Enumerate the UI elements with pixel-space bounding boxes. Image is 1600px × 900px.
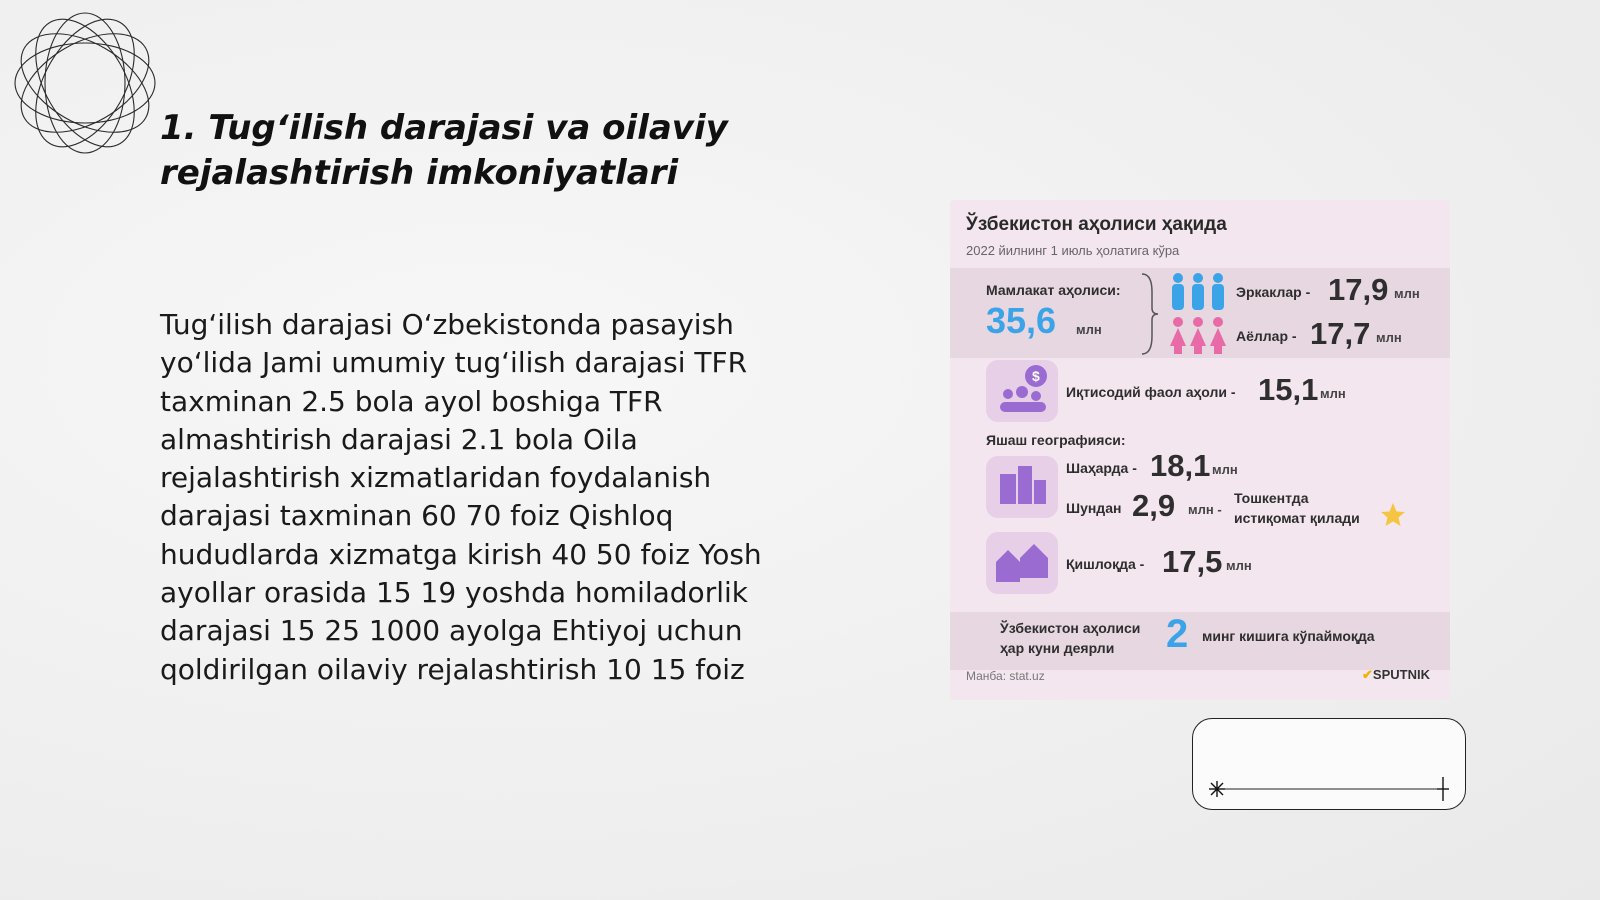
infographic-title: Ўзбекистон аҳолиси ҳақида: [966, 214, 1227, 235]
houses-icon: [986, 532, 1058, 594]
women-label: Аёллар -: [1236, 328, 1297, 344]
star-icon: [1380, 502, 1406, 528]
city-label: Шаҳарда -: [1066, 460, 1137, 476]
men-unit: млн: [1394, 286, 1420, 301]
population-value: 35,6: [986, 300, 1057, 341]
slide-body-text: Tug‘ilish darajasi O‘zbekistonda pasayish yo‘lida Jami umumiy tug‘ilish darajasi TFR taxminan 2.5 bola ayol boshiga TFR almashtirish darajasi 2.1 bola Oila rejalashtirish xizmatlaridan foydalanish darajasi taxminan 60 70 foiz Qishloq hududlarda xizmatga kirish 40 50 foiz Yosh ayollar orasida 15 19 yoshda homiladorlik darajasi 15 25 1000 ayolga Ehtiyoj uchun qoldirilgan oilaviy rejalashtirish 10 15 foiz: [160, 308, 762, 686]
economic-tile: [986, 360, 1058, 422]
brand-name: SPUTNIK: [1372, 667, 1430, 682]
city-tile: [986, 456, 1058, 518]
growth-text-2: ҳар куни деярли: [1000, 640, 1115, 656]
people-money-icon: [986, 360, 1058, 422]
active-value: 15,1: [1258, 372, 1319, 407]
rural-label: Қишлоқда -: [1066, 556, 1145, 572]
infographic-subtitle: 2022 йилнинг 1 июль ҳолатига кўра: [966, 243, 1180, 258]
men-value: 17,9: [1328, 272, 1389, 307]
svg-text:$: $: [1032, 368, 1040, 384]
buildings-icon: [986, 456, 1058, 518]
men-label: Эркаклар -: [1236, 284, 1311, 300]
check-icon: ✔: [1362, 667, 1373, 682]
population-infographic: [950, 200, 1450, 700]
tashkent-text-2: истиқомат қилади: [1234, 510, 1360, 526]
growth-text-3: минг кишига кўпаймоқда: [1202, 628, 1375, 644]
village-tile: [986, 532, 1058, 594]
decorative-orb-icon: [10, 8, 160, 158]
active-unit: млн: [1320, 386, 1346, 401]
women-unit: млн: [1376, 330, 1402, 345]
city-value: 18,1: [1150, 448, 1211, 483]
women-icon: [1168, 316, 1228, 356]
tashkent-unit: млн -: [1188, 502, 1222, 517]
growth-value: 2: [1166, 612, 1189, 656]
women-value: 17,7: [1310, 316, 1371, 351]
source-label: Манба: stat.uz: [966, 669, 1045, 683]
timeline-line-icon: [1193, 719, 1465, 809]
city-unit: млн: [1212, 462, 1238, 477]
population-label: Мамлакат аҳолиси:: [986, 282, 1121, 298]
slide-title: 1. Tug‘ilish darajasi va oilaviy rejalashtirish imkoniyatlari: [160, 108, 728, 193]
of-which-label: Шундан: [1066, 500, 1122, 516]
brace-icon: [1138, 272, 1162, 356]
active-label: Иқтисодий фаол аҳоли -: [1066, 384, 1236, 400]
growth-text-1: Ўзбекистон аҳолиси: [1000, 620, 1141, 636]
geo-label: Яшаш географияси:: [986, 432, 1126, 448]
rural-unit: млн: [1226, 558, 1252, 573]
population-unit: млн: [1076, 322, 1102, 337]
decorative-card: [1192, 718, 1466, 810]
men-icon: [1168, 272, 1228, 312]
tashkent-value: 2,9: [1132, 488, 1176, 523]
brand-logo: [1362, 667, 1430, 683]
tashkent-text-1: Тошкентда: [1234, 490, 1309, 506]
rural-value: 17,5: [1162, 544, 1223, 579]
